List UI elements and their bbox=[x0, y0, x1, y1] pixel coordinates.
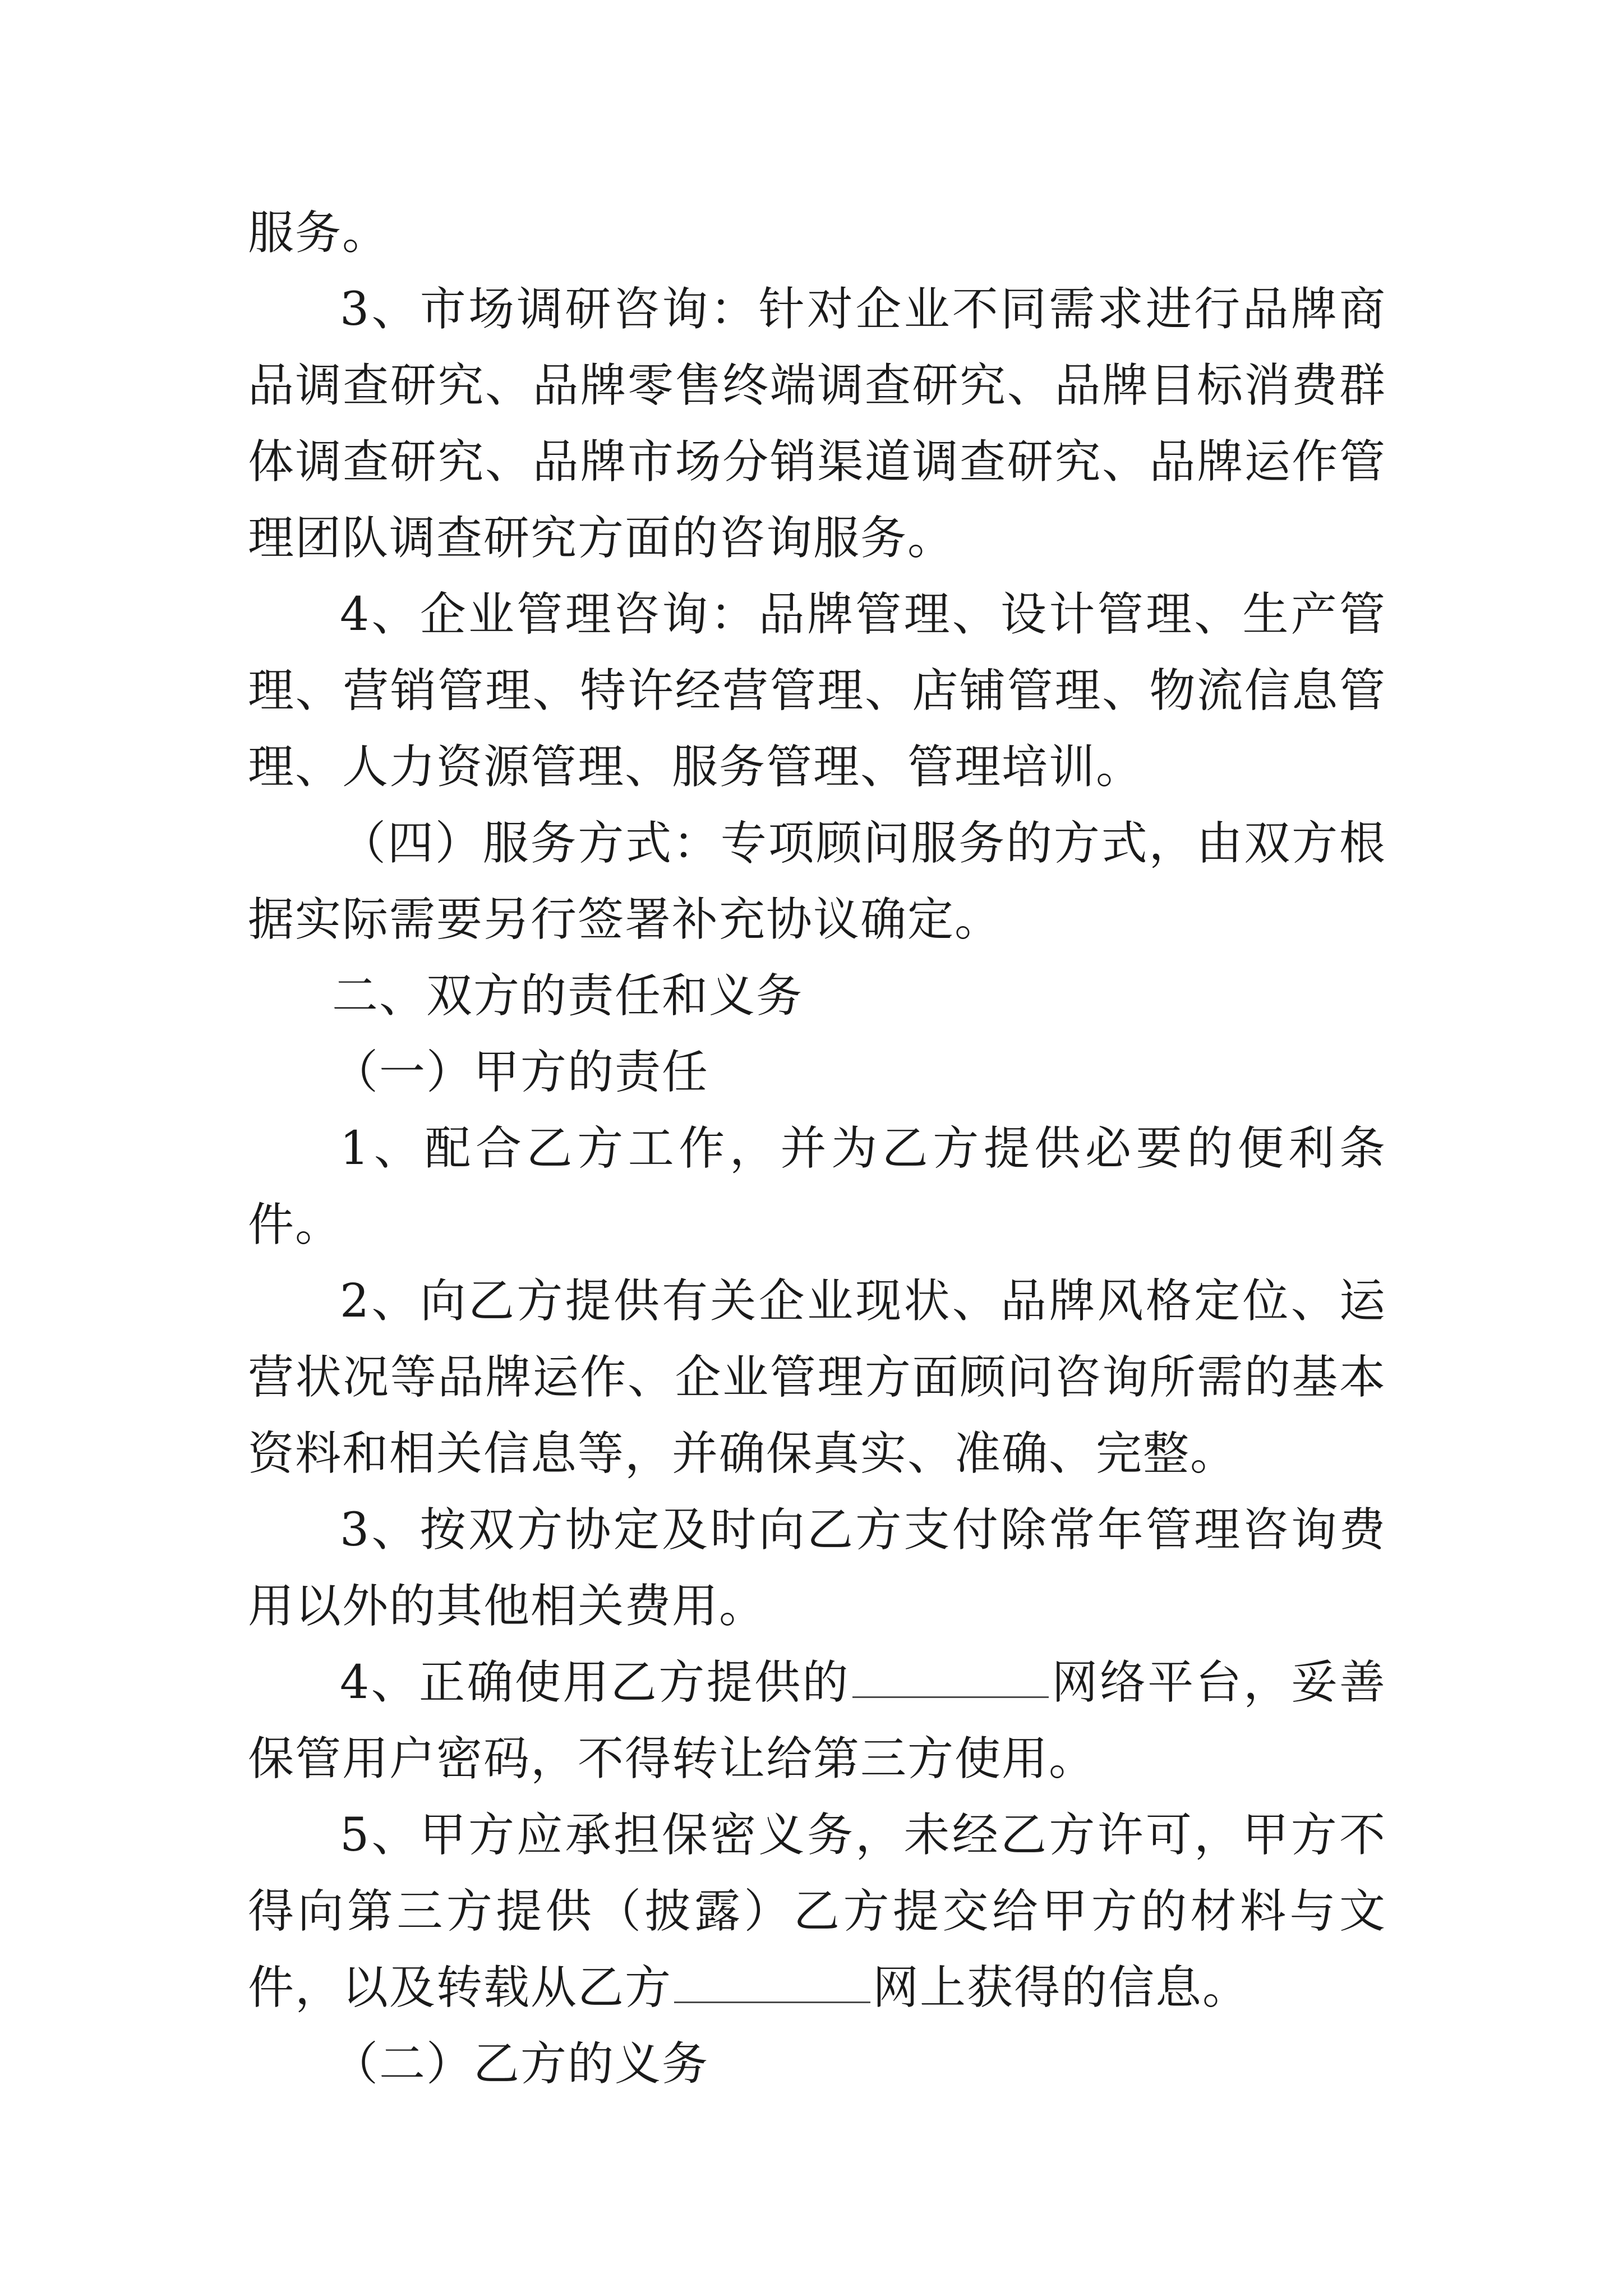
section-heading-responsibilities: 二、双方的责任和义务 bbox=[332, 969, 804, 1023]
subsection-heading-party-a: （一）甲方的责任 bbox=[332, 1046, 709, 1099]
paragraph-party-a-item-3: 3、按双方协定及时向乙方支付除常年管理咨询费用以外的其他相关费用。 bbox=[248, 1503, 1386, 1633]
paragraph-party-a-item-2: 2、向乙方提供有关企业现状、品牌风格定位、运营状况等品牌运作、企业管理方面顾问咨询所需的基本资料和相关信息等，并确保真实、准确、完整。 bbox=[248, 1274, 1386, 1480]
paragraph-market-research: 3、市场调研咨询：针对企业不同需求进行品牌商品调查研究、品牌零售终端调查研究、品牌目标消费群体调查研究、品牌市场分销渠道调查研究、品牌运作管理团队调查研究方面的咨询服务。 bbox=[248, 283, 1386, 565]
document-body bbox=[248, 195, 1386, 2102]
subsection-heading-party-b: （二）乙方的义务 bbox=[332, 2037, 709, 2091]
platform-name-blank bbox=[852, 1657, 1049, 1698]
item-5-text-before: 5、甲方应承担保密义务，未经乙方许可，甲方不得向第三方提供（披露）乙方提交给甲方的材料与文件，以及转载从乙方 bbox=[248, 1809, 1386, 2014]
paragraph-services-end: 服务。 bbox=[248, 206, 390, 260]
item-5-text-after: 网上获得的信息。 bbox=[873, 1961, 1250, 2014]
paragraph-service-mode: （四）服务方式：专项顾问服务的方式，由双方根据实际需要另行签署补充协议确定。 bbox=[248, 817, 1386, 946]
website-name-blank bbox=[674, 1962, 870, 2003]
paragraph-party-a-item-4 bbox=[248, 1645, 1386, 1797]
paragraph-party-a-item-5 bbox=[248, 1797, 1386, 2026]
paragraph-party-a-item-1: 1、配合乙方工作，并为乙方提供必要的便利条件。 bbox=[248, 1122, 1386, 1251]
paragraph-management-consulting: 4、企业管理咨询：品牌管理、设计管理、生产管理、营销管理、特许经营管理、店铺管理、物流信息管理、人力资源管理、服务管理、管理培训。 bbox=[248, 588, 1386, 794]
item-4-text-before: 4、正确使用乙方提供的 bbox=[340, 1656, 850, 1709]
item-4-text-after: 网络平台，妥善保管用户密码，不得转让给第三方使用。 bbox=[248, 1656, 1386, 1786]
